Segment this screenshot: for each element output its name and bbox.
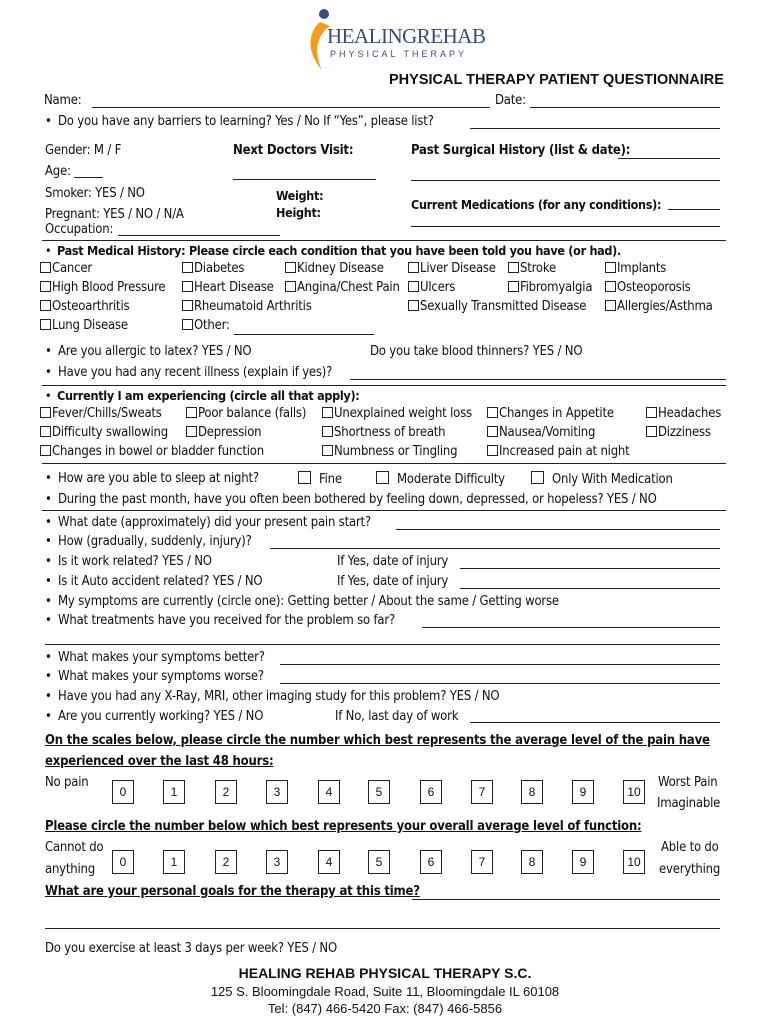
form-title: PHYSICAL THERAPY PATIENT QUESTIONNAIRE [389,72,724,88]
condition-other[interactable]: Other: [182,318,230,333]
auto-date-field[interactable] [460,588,720,589]
condition-std[interactable]: Sexually Transmitted Disease [408,299,586,314]
date-field[interactable] [530,107,720,108]
age-label: Age: _____ [45,164,103,179]
pain-scale-low-label: No pain [45,775,89,790]
symptom-balance[interactable]: Poor balance (falls) [186,406,306,421]
pain-scale-box-4[interactable]: 4 [318,780,340,804]
function-scale-box-9[interactable]: 9 [572,850,594,874]
symptom-numbness[interactable]: Numbness or Tingling [322,444,457,459]
checkbox[interactable] [487,407,498,418]
function-scale-box-3[interactable]: 3 [266,850,288,874]
treatments-field-2[interactable] [45,644,720,645]
pain-scale-box-9[interactable]: 9 [572,780,594,804]
other-field[interactable] [234,334,374,335]
better-question: What makes your symptoms better? [58,650,265,665]
pain-scale-box-0[interactable]: 0 [112,780,134,804]
sleep-medication[interactable]: Only With Medication [531,471,673,487]
function-scale-heading: Please circle the number below which best represents your overall average level of function: [45,819,642,834]
pain-scale-box-5[interactable]: 5 [368,780,390,804]
bullet: • [45,554,52,569]
condition-implants[interactable]: Implants [605,261,666,276]
condition-lung[interactable]: Lung Disease [40,318,128,333]
footer-address: 125 S. Bloomingdale Road, Suite 11, Bloomingdale IL 60108 [210,984,560,999]
weight-label: Weight: [276,188,324,203]
condition-allergies[interactable]: Allergies/Asthma [605,299,713,314]
condition-liver[interactable]: Liver Disease [408,261,496,276]
last-day-field[interactable] [470,722,720,723]
checkbox[interactable] [508,262,519,273]
checkbox[interactable] [646,426,657,437]
current-meds-label: Current Medications (for any conditions): [411,197,662,212]
checkbox[interactable] [376,471,389,484]
checkbox[interactable] [40,281,51,292]
bullet: • [45,492,52,507]
barriers-question: Do you have any barriers to learning? Yes / No If “Yes”, please list? [58,114,434,129]
medical-history-heading: Past Medical History: Please circle each condition that you have been told you have (or had). [57,243,621,258]
checkbox[interactable] [605,300,616,311]
checkbox[interactable] [487,445,498,456]
condition-osteoarthritis[interactable]: Osteoarthritis [40,299,129,314]
experiencing-heading: Currently I am experiencing (circle all that apply): [57,388,360,403]
checkbox[interactable] [408,281,419,292]
checkbox[interactable] [322,426,333,437]
working-question: Are you currently working? YES / NO [58,709,264,724]
checkbox[interactable] [40,445,51,456]
name-field[interactable] [92,107,490,108]
bullet: • [45,650,52,665]
worse-field[interactable] [280,683,720,684]
sleep-moderate[interactable]: Moderate Difficulty [376,471,505,487]
latex-question: Are you allergic to latex? YES / NO [58,344,252,359]
footer-company: HEALING REHAB PHYSICAL THERAPY S.C. [238,965,532,981]
work-date-field[interactable] [460,568,720,569]
bullet: • [45,574,52,589]
how-question: How (gradually, suddenly, injury)? [58,534,252,549]
separator [42,463,726,464]
checkbox[interactable] [182,300,193,311]
occupation-field[interactable] [118,235,280,236]
auto-date-label: If Yes, date of injury [337,574,449,589]
function-scale-box-1[interactable]: 1 [163,850,185,874]
checkbox[interactable] [40,262,51,273]
checkbox[interactable] [285,262,296,273]
imaging-question: Have you had any X-Ray, MRI, other imaging study for this problem? YES / NO [58,689,500,704]
worse-question: What makes your symptoms worse? [58,669,264,684]
function-scale-high-label-2: everything [659,862,721,877]
pain-scale-box-8[interactable]: 8 [521,780,543,804]
pain-scale-box-1[interactable]: 1 [163,780,185,804]
checkbox[interactable] [408,262,419,273]
function-scale-box-6[interactable]: 6 [420,850,442,874]
symptom-nausea[interactable]: Nausea/Vomiting [487,425,595,440]
condition-cancer[interactable]: Cancer [40,261,92,276]
function-scale-box-2[interactable]: 2 [215,850,237,874]
date-label: Date: [495,93,526,108]
smoker-label: Smoker: YES / NO [45,186,145,201]
pain-scale-box-3[interactable]: 3 [266,780,288,804]
checkbox[interactable] [40,407,51,418]
function-scale-box-5[interactable]: 5 [368,850,390,874]
gender-label: Gender: M / F [45,143,122,158]
function-scale-low-label-2: anything [45,862,95,877]
bullet: • [45,388,52,403]
bullet: • [45,114,52,129]
bullet: • [45,594,52,609]
next-doctor-label: Next Doctors Visit: [233,143,354,158]
checkbox[interactable] [605,281,616,292]
logo-brand: HEALINGREHAB [327,24,486,48]
exercise-question: Do you exercise at least 3 days per week? YES / NO [45,941,337,956]
recent-illness-question: Have you had any recent illness (explain if yes)? [58,365,333,380]
symptom-appetite[interactable]: Changes in Appetite [487,406,614,421]
checkbox[interactable] [186,407,197,418]
function-scale-box-7[interactable]: 7 [471,850,493,874]
bullet: • [45,709,52,724]
checkbox[interactable] [182,319,193,330]
checkbox[interactable] [40,426,51,437]
bullet: • [45,534,52,549]
treatments-field[interactable] [422,627,720,628]
goals-field-2[interactable] [45,928,720,929]
separator [42,510,726,511]
treatments-question: What treatments have you received for the problem so far? [58,613,395,628]
symptom-headaches[interactable]: Headaches [646,406,721,421]
condition-diabetes[interactable]: Diabetes [182,261,244,276]
condition-rheumatoid[interactable]: Rheumatoid Arthritis [182,299,312,314]
past-surgical-field-2[interactable] [411,180,720,181]
function-scale-high-label: Able to do [661,840,719,855]
checkbox[interactable] [298,471,311,484]
pain-scale-box-7[interactable]: 7 [471,780,493,804]
current-meds-field[interactable] [668,209,720,210]
pain-start-question: What date (approximately) did your present pain start? [58,515,371,530]
depressed-question: During the past month, have you often been bothered by feeling down, depressed, or hopeless? YES / NO [58,492,657,507]
function-scale-box-8[interactable]: 8 [521,850,543,874]
symptom-weight-loss[interactable]: Unexplained weight loss [322,406,472,421]
better-field[interactable] [280,664,720,665]
pain-scale-box-6[interactable]: 6 [420,780,442,804]
condition-ulcers[interactable]: Ulcers [408,280,455,295]
last-day-label: If No, last day of work [335,709,459,724]
symptom-bowel[interactable]: Changes in bowel or bladder function [40,444,264,459]
logo-subtitle: PHYSICAL THERAPY [330,49,468,59]
how-field[interactable] [270,548,720,549]
pain-scale-box-2[interactable]: 2 [215,780,237,804]
sleep-fine[interactable]: Fine [298,471,342,487]
name-label: Name: [44,93,82,108]
work-question: Is it work related? YES / NO [58,554,212,569]
checkbox[interactable] [605,262,616,273]
bullet: • [45,515,52,530]
goals-question: What are your personal goals for the therapy at this time? [45,884,420,899]
condition-fibromyalgia[interactable]: Fibromyalgia [508,280,592,295]
condition-angina[interactable]: Angina/Chest Pain [285,280,400,295]
checkbox[interactable] [40,319,51,330]
checkbox[interactable] [285,281,296,292]
pain-scale-high-label-2: Imaginable [657,796,721,811]
pain-scale-box-10[interactable]: 10 [623,780,645,804]
past-surgical-label: Past Surgical History (list & date): [411,143,631,158]
bullet: • [45,365,52,380]
symptom-fever[interactable]: Fever/Chills/Sweats [40,406,162,421]
work-date-label: If Yes, date of injury [337,554,449,569]
function-scale-box-10[interactable]: 10 [623,850,645,874]
symptom-depression[interactable]: Depression [186,425,261,440]
checkbox[interactable] [322,445,333,456]
bullet: • [45,689,52,704]
checkbox[interactable] [182,262,193,273]
separator [42,240,726,241]
symptom-breath[interactable]: Shortness of breath [322,425,445,440]
thinners-question: Do you take blood thinners? YES / NO [370,344,583,359]
pain-scale-high-label: Worst Pain [658,775,718,790]
symptoms-question: My symptoms are currently (circle one): Getting better / About the same / Getting worse [58,594,559,609]
pregnant-label: Pregnant: YES / NO / N/A [45,207,184,222]
logo [300,4,486,74]
checkbox[interactable] [408,300,419,311]
checkbox[interactable] [40,300,51,311]
separator [42,385,726,386]
checkbox[interactable] [487,426,498,437]
condition-heart[interactable]: Heart Disease [182,280,274,295]
symptom-dizziness[interactable]: Dizziness [646,425,711,440]
condition-osteoporosis[interactable]: Osteoporosis [605,280,691,295]
condition-hbp[interactable]: High Blood Pressure [40,280,165,295]
condition-stroke[interactable]: Stroke [508,261,556,276]
function-scale-box-0[interactable]: 0 [112,850,134,874]
auto-question: Is it Auto accident related? YES / NO [58,574,263,589]
bullet: • [45,613,52,628]
height-label: Height: [276,205,321,220]
bullet: • [45,669,52,684]
checkbox[interactable] [646,407,657,418]
pain-scale-heading-2: experienced over the last 48 hours: [45,754,274,769]
footer-phone: Tel: (847) 466-5420 Fax: (847) 466-5856 [267,1001,503,1016]
condition-kidney[interactable]: Kidney Disease [285,261,384,276]
pain-scale-heading: On the scales below, please circle the number which best represents the average level of the pain have [45,733,710,748]
barriers-field[interactable] [470,128,720,129]
checkbox[interactable] [508,281,519,292]
bullet: • [45,471,52,486]
symptom-night-pain[interactable]: Increased pain at night [487,444,630,459]
symptom-swallowing[interactable]: Difficulty swallowing [40,425,168,440]
checkbox[interactable] [322,407,333,418]
pain-start-field[interactable] [396,529,720,530]
checkbox[interactable] [182,281,193,292]
bullet: • [45,344,52,359]
current-meds-field-2[interactable] [411,226,720,227]
recent-illness-field[interactable] [350,379,726,380]
past-surgical-field[interactable] [618,158,720,159]
next-doctor-field[interactable] [233,179,376,180]
function-scale-box-4[interactable]: 4 [318,850,340,874]
function-scale-low-label: Cannot do [45,840,104,855]
bullet: • [45,243,52,258]
checkbox[interactable] [531,471,544,484]
sleep-question: How are you able to sleep at night? [58,471,259,486]
occupation-label: Occupation: [45,222,114,237]
goals-field[interactable] [412,899,720,900]
checkbox[interactable] [186,426,197,437]
